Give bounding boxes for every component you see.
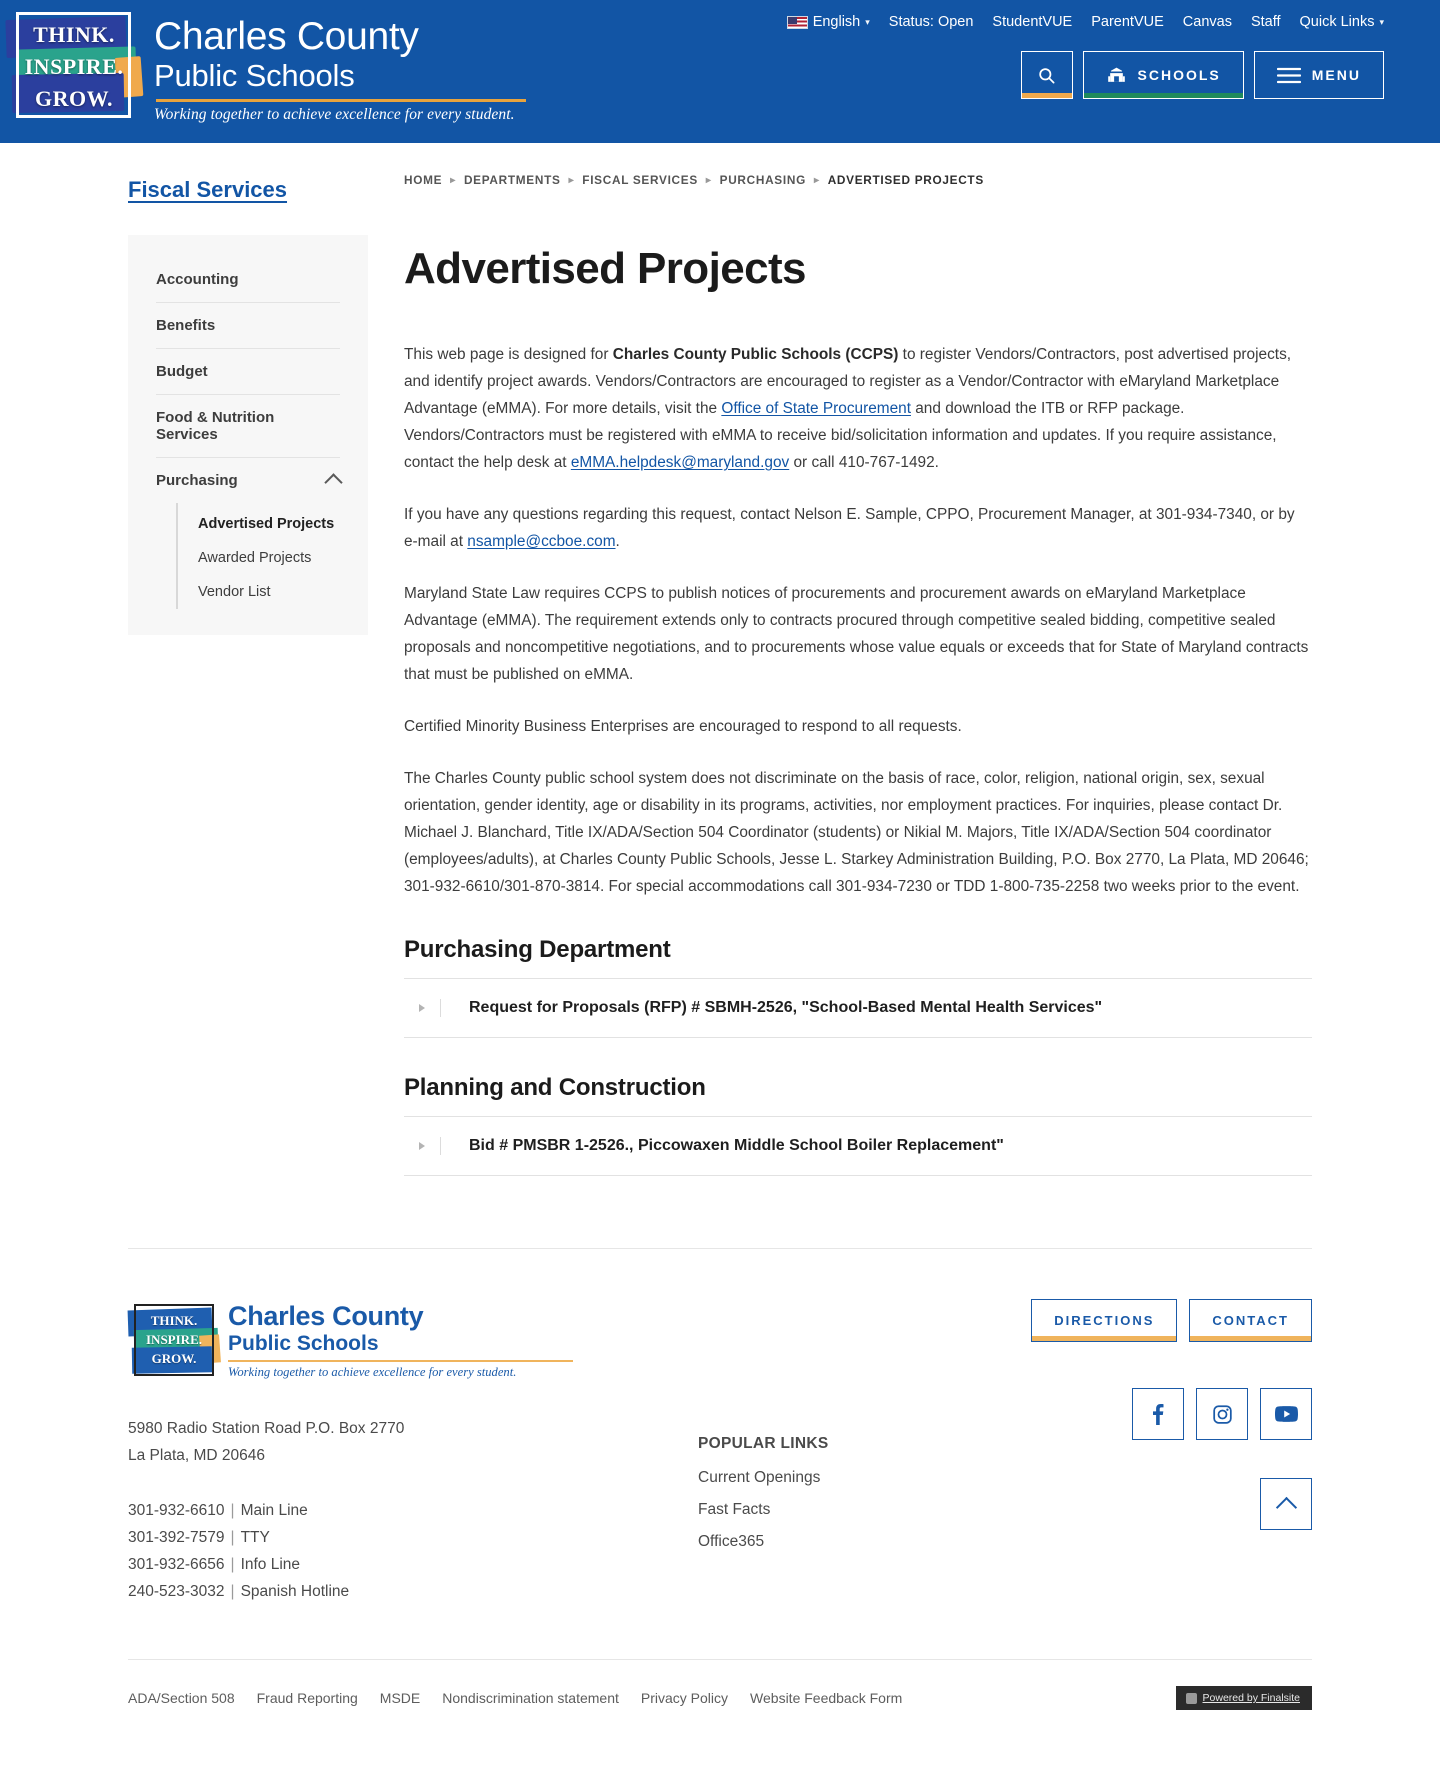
site-footer <box>0 1248 1440 1740</box>
footer-phone-number[interactable]: 240-523-3032 <box>128 1583 225 1600</box>
utility-nav-parentvue[interactable]: ParentVUE <box>1091 14 1164 30</box>
search-button-accent <box>1022 93 1072 98</box>
logo-divider <box>156 99 526 102</box>
footer-link-ada-section-508[interactable]: ADA/Section 508 <box>128 1690 235 1706</box>
footer-phone-number[interactable]: 301-932-6610 <box>128 1502 225 1519</box>
minority-business-paragraph: Certified Minority Business Enterprises are encouraged to respond to all requests. <box>404 718 962 735</box>
accordion-item-label: Bid # PMSBR 1-2526., Piccowaxen Middle School Boiler Replacement" <box>440 1137 1004 1155</box>
utility-nav-studentvue[interactable]: StudentVUE <box>992 14 1073 30</box>
breadcrumb-fiscal-services[interactable]: FISCAL SERVICES <box>582 173 698 187</box>
footer-address-line-2: La Plata, MD 20646 <box>128 1447 266 1464</box>
nondiscrimination-paragraph: The Charles County public school system does not discriminate on the basis of race, color, religion, national origin, sex, sexual orientation, gender identity, age or disability in its programs, activities, nor employment practices. For inquiries, please contact Dr. Michael J. Blanchard, Title IX/ADA/Section 504 Coordinator (students) or Nikial M. Majors, Title IX/ADA/Section 504 coordinator (employees/adults), at Charles County Public Schools, Jesse L. Starkey Administration Building, P.O. Box 2770, La Plata, MD 20646; 301-932-6610/301-870-3814. For special accommodations call 301-934-7230 or TDD 1-800-735-2258 two weeks prior to the event. <box>404 770 1309 895</box>
sidebar-item-label: Food & Nutrition Services <box>156 409 275 443</box>
header-buttons <box>1021 51 1384 99</box>
intro-text-1: This web page is designed for <box>404 346 613 363</box>
footer-logo-mark-icon <box>128 1299 220 1381</box>
sidebar-sublist <box>176 503 340 609</box>
intro-bold-ccps: Charles County Public Schools (CCPS) <box>612 346 899 363</box>
breadcrumb-separator-icon: ▸ <box>705 174 712 186</box>
footer-phone-label: Spanish Hotline <box>240 1583 350 1600</box>
footer-phone-row: 240-523-3032 | Spanish Hotline <box>128 1583 350 1600</box>
page-body <box>0 143 1440 1740</box>
search-button[interactable] <box>1021 51 1073 99</box>
intro-text-3: and download the ITB or RFP package. Vendors/Contractors must be registered with eMMA to receive bid/solicitation information and updates. If you require assistance, contact the help desk at <box>404 400 1277 471</box>
sidebar-item-accounting[interactable] <box>128 257 368 303</box>
breadcrumb-home[interactable]: HOME <box>404 173 443 187</box>
footer-link-website-feedback-form[interactable]: Website Feedback Form <box>750 1690 903 1706</box>
sidebar-item-label: Budget <box>156 363 208 380</box>
footer-phone-number[interactable]: 301-392-7579 <box>128 1529 225 1546</box>
logo-mark-line-2: INSPIRE. <box>24 54 124 79</box>
breadcrumb-purchasing[interactable]: PURCHASING <box>719 173 806 187</box>
triangle-right-icon[interactable] <box>404 1142 440 1150</box>
sidebar-item-budget[interactable] <box>128 349 368 395</box>
footer-logo-divider <box>228 1360 573 1362</box>
sidebar-item-food-nutrition-services[interactable] <box>128 395 368 458</box>
footer-logo-mark-line-1: THINK. <box>150 1313 198 1328</box>
contact-text-2: . <box>615 533 620 550</box>
footer-logo-tagline: Working together to achieve excellence for every student. <box>228 1364 517 1379</box>
logo-mark-icon <box>4 2 144 128</box>
footer-contact-block <box>128 1299 598 1605</box>
sidebar-item-label: Purchasing <box>156 472 238 489</box>
breadcrumb-separator-icon: ▸ <box>450 174 456 186</box>
contact-text-1: If you have any questions regarding this request, contact Nelson E. Sample, CPPO, Procurement Manager, at 301-934-7340, or by e-mail at <box>404 506 1295 550</box>
footer-link-nondiscrimination-statement[interactable]: Nondiscrimination statement <box>442 1690 619 1706</box>
nsample-email-link[interactable]: nsample@ccboe.com <box>467 533 616 550</box>
accordion-planning-and-construction <box>404 1116 1312 1176</box>
sidebar-title[interactable]: Fiscal Services <box>128 177 288 202</box>
chevron-up-icon <box>1275 1496 1296 1517</box>
utility-nav <box>787 14 1384 30</box>
powered-by-finalsite-label: Powered by Finalsite <box>1202 1692 1300 1704</box>
accordion-purchasing-department <box>404 978 1312 1038</box>
footer-link-current-openings[interactable]: Current Openings <box>698 1469 821 1486</box>
footer-link-privacy-policy[interactable]: Privacy Policy <box>640 1690 729 1706</box>
site-header <box>0 0 1440 143</box>
utility-nav-status[interactable]: Status: Open <box>888 14 974 30</box>
emma-helpdesk-email-link[interactable]: eMMA.helpdesk@maryland.gov <box>570 454 790 471</box>
sidebar-nav <box>128 235 368 635</box>
us-flag-icon <box>787 16 808 29</box>
schools-button-label: SCHOOLS <box>1137 67 1221 83</box>
footer-phone-row: 301-392-7579 | TTY <box>128 1529 270 1546</box>
accordion-item[interactable] <box>404 1117 1312 1176</box>
breadcrumb-departments[interactable]: DEPARTMENTS <box>463 173 561 187</box>
footer-bottom <box>128 1659 1312 1740</box>
site-logo[interactable] <box>0 0 526 128</box>
utility-nav-canvas[interactable]: Canvas <box>1182 14 1232 30</box>
footer-legal-links <box>128 1690 902 1706</box>
office-of-state-procurement-link[interactable]: Office of State Procurement <box>721 400 911 417</box>
finalsite-logo-icon <box>1186 1693 1197 1704</box>
chevron-down-icon: ▾ <box>865 16 870 27</box>
sidebar-item-purchasing[interactable] <box>128 458 368 609</box>
utility-nav-quick-links-label: Quick Links <box>1299 14 1375 30</box>
chevron-down-icon: ▾ <box>1379 16 1384 27</box>
logo-mark-line-3: GROW. <box>34 86 114 111</box>
sidebar-item-label: Benefits <box>156 317 216 334</box>
directions-button-accent <box>1032 1336 1176 1341</box>
footer-link-msde[interactable]: MSDE <box>379 1690 421 1706</box>
breadcrumb-separator-icon: ▸ <box>813 174 820 186</box>
powered-by-finalsite-badge[interactable] <box>1176 1686 1312 1710</box>
footer-phone-row: 301-932-6656 | Info Line <box>128 1556 301 1573</box>
sidebar <box>128 143 368 635</box>
footer-phone-number[interactable]: 301-932-6656 <box>128 1556 225 1573</box>
schools-button-accent <box>1084 93 1243 98</box>
section-title-planning-and-construction: Planning and Construction <box>404 1074 706 1101</box>
intro-paragraph <box>404 341 1312 476</box>
school-icon <box>1106 66 1127 85</box>
footer-logo-title-line-1: Charles County <box>228 1300 424 1331</box>
footer-address <box>128 1415 598 1469</box>
utility-nav-language-label: English <box>812 14 861 30</box>
intro-text-2: to register Vendors/Contractors, post advertised projects, and identify project awards. Vendors/Contractors are encouraged to register as a Vendor/Contractor with eMaryland Marketplace Advantage (eMMA). For more details, visit the <box>404 346 1292 417</box>
footer-link-office365[interactable]: Office365 <box>698 1533 765 1550</box>
breadcrumb <box>404 173 1312 187</box>
logo-mark-line-1: THINK. <box>33 22 115 47</box>
instagram-icon[interactable] <box>1196 1388 1248 1440</box>
menu-button-label: MENU <box>1311 67 1361 83</box>
sidebar-subitem-vendor-list[interactable]: Vendor List <box>198 584 271 600</box>
contact-button-label: CONTACT <box>1212 1313 1289 1328</box>
footer-logo-title-line-2: Public Schools <box>228 1331 379 1355</box>
logo-tagline: Working together to achieve excellence for every student. <box>154 105 515 123</box>
footer-logo[interactable] <box>128 1299 598 1381</box>
contact-button-accent <box>1190 1336 1311 1341</box>
accordion-item-label: Request for Proposals (RFP) # SBMH-2526, "School-Based Mental Health Services" <box>440 999 1102 1017</box>
intro-text-4: or call 410-767-1492. <box>789 454 939 471</box>
footer-phone-row: 301-932-6610 | Main Line <box>128 1502 308 1519</box>
footer-logo-mark-line-3: GROW. <box>151 1351 197 1366</box>
utility-nav-quick-links[interactable] <box>1300 14 1384 30</box>
footer-social-links <box>1132 1388 1312 1440</box>
page-title: Advertised Projects <box>404 244 806 293</box>
utility-nav-staff[interactable]: Staff <box>1250 14 1281 30</box>
logo-title-line-1: Charles County <box>154 14 419 58</box>
section-title-purchasing-department: Purchasing Department <box>404 936 671 963</box>
hamburger-icon <box>1277 67 1301 84</box>
footer-address-line-1: 5980 Radio Station Road P.O. Box 2770 <box>128 1420 405 1437</box>
accordion-item[interactable] <box>404 979 1312 1038</box>
logo-title-line-2: Public Schools <box>154 57 355 93</box>
sidebar-item-label: Accounting <box>156 271 239 288</box>
footer-phone-list <box>128 1497 598 1605</box>
chevron-up-icon[interactable] <box>324 473 342 491</box>
footer-phone-label: Main Line <box>240 1502 308 1519</box>
youtube-icon[interactable] <box>1260 1388 1312 1440</box>
directions-button-label: DIRECTIONS <box>1054 1313 1155 1328</box>
sidebar-subitem-advertised-projects[interactable]: Advertised Projects <box>198 516 335 532</box>
footer-link-fraud-reporting[interactable]: Fraud Reporting <box>256 1690 358 1706</box>
header-right <box>787 0 1440 99</box>
footer-logo-mark-line-2: INSPIRE. <box>146 1332 202 1347</box>
search-icon <box>1037 66 1056 85</box>
breadcrumb-separator-icon: ▸ <box>568 174 575 186</box>
footer-phone-label: Info Line <box>240 1556 301 1573</box>
utility-nav-language[interactable] <box>787 14 870 30</box>
directions-button[interactable] <box>1031 1299 1177 1342</box>
contact-button[interactable] <box>1189 1299 1312 1342</box>
footer-popular-links-title: POPULAR LINKS <box>698 1435 829 1452</box>
footer-popular-links <box>598 1299 1042 1558</box>
breadcrumb-current: ADVERTISED PROJECTS <box>827 173 984 187</box>
main-content <box>368 143 1312 1176</box>
footer-link-fast-facts[interactable]: Fast Facts <box>698 1501 771 1518</box>
back-to-top-button[interactable] <box>1260 1478 1312 1530</box>
footer-actions <box>1042 1299 1312 1530</box>
footer-phone-label: TTY <box>240 1529 270 1546</box>
contact-paragraph <box>404 501 1312 555</box>
facebook-icon[interactable] <box>1132 1388 1184 1440</box>
triangle-right-icon[interactable] <box>404 1004 440 1012</box>
menu-button[interactable] <box>1254 51 1384 99</box>
sidebar-item-benefits[interactable] <box>128 303 368 349</box>
sidebar-subitem-awarded-projects[interactable]: Awarded Projects <box>198 550 312 566</box>
schools-button[interactable] <box>1083 51 1244 99</box>
maryland-law-paragraph: Maryland State Law requires CCPS to publish notices of procurements and procurement awards on eMaryland Marketplace Advantage (eMMA). The requirement extends only to contracts procured through competitive sealed bidding, competitive sealed proposals and noncompetitive negotiations, and to procurements whose value equals or exceeds that for State of Maryland contracts that must be published on eMMA. <box>404 585 1309 683</box>
